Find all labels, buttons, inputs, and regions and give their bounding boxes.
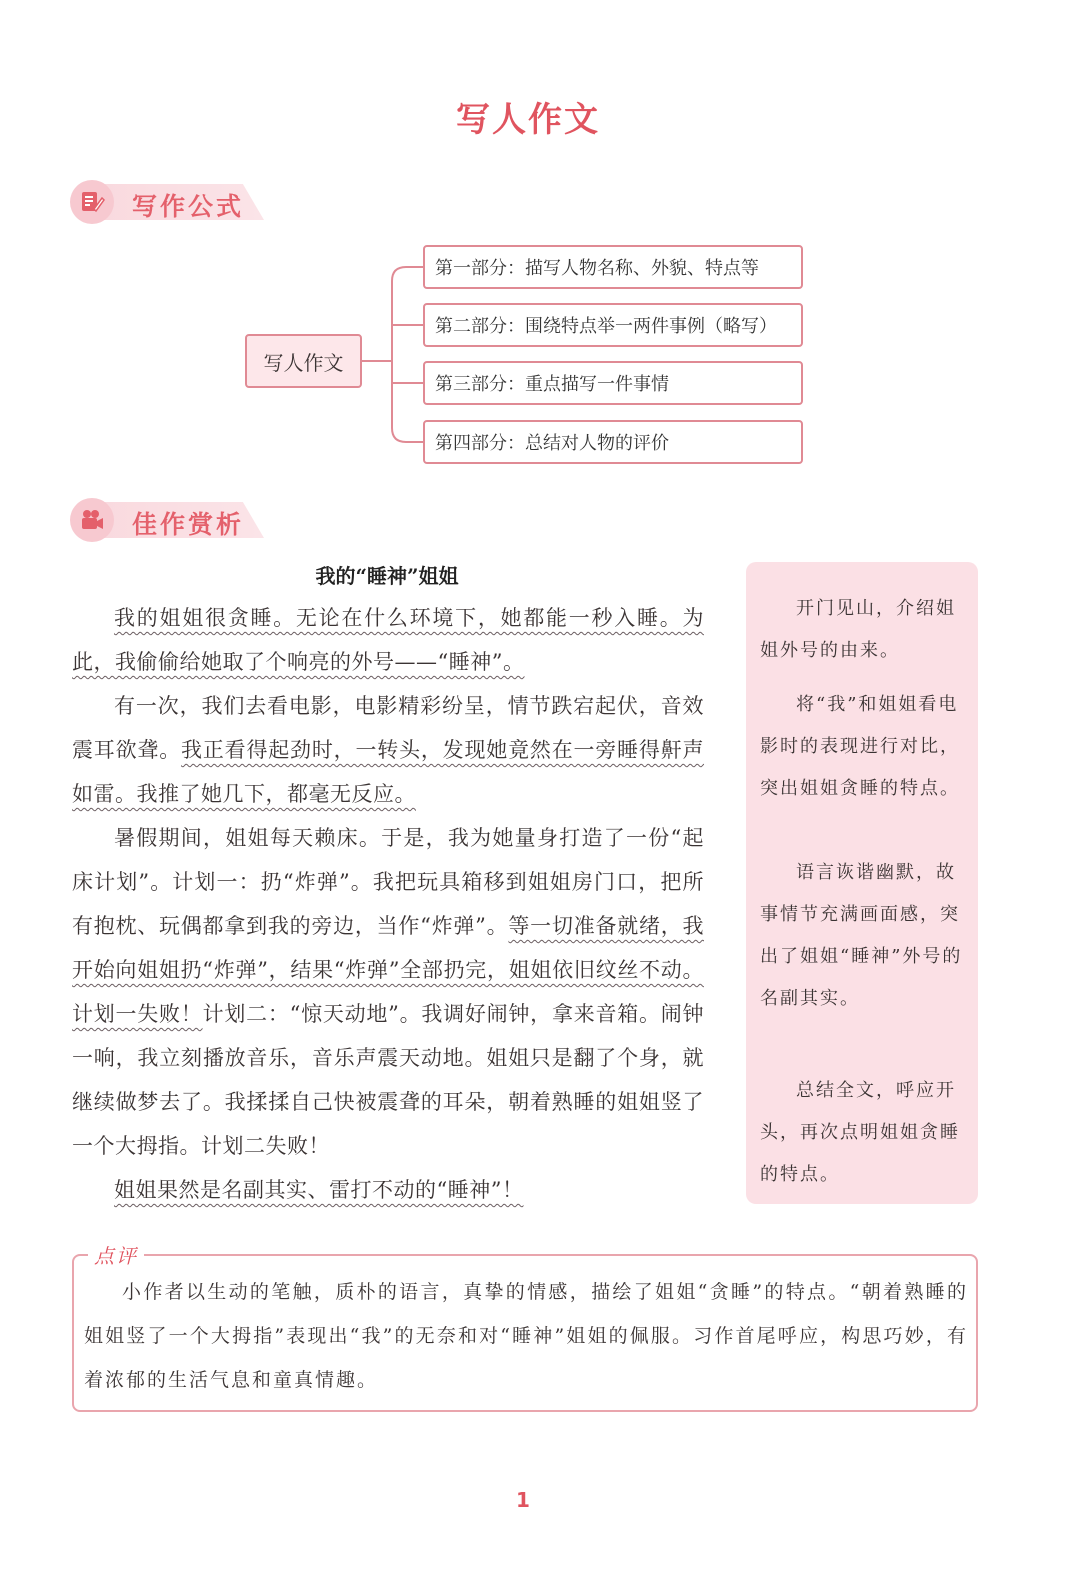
annotation-note-3: 语言诙谐幽默，故事情节充满画面感，突出了姐姐“睡神”外号的名副其实。 [760,862,963,1009]
video-camera-icon [70,498,114,542]
essay-paragraph-1 [72,596,704,684]
essay-paragraph-4 [72,1168,704,1212]
underlined-text: 等一切准备就绪，我开始向姐姐扔“炸弹”，结果“炸弹”全部扔完，姐姐依旧纹丝不动。计划一失败！ [72,914,704,1026]
plain-text: 计划二：“惊天动地”。我调好闹钟，拿来音箱。闹钟一响，我立刻播放音乐，音乐声震天动地。姐姐只是翻了个身，就继续做梦去了。我揉揉自己快被震聋的耳朵，朝着熟睡的姐姐竖了一个大拇指。计划二失败！ [72,1002,704,1158]
essay-paragraph-3 [72,816,704,1168]
diagram-branch-2: 第二部分：围绕特点举一两件事例（略写） [423,303,803,347]
annotation-note-4: 总结全文，呼应开头，再次点明姐姐贪睡的特点。 [760,1080,960,1185]
section-header-appreciation [70,498,266,542]
essay-body [72,596,704,1212]
diagram-branch-3: 第三部分：重点描写一件事情 [423,361,803,405]
page-number: 1 [516,1488,530,1512]
essay-title: 我的“睡神”姐姐 [315,564,459,588]
diagram-connector-lines [0,0,1080,480]
underlined-text: 我正看得起劲时，一转头，发现她竟然在一旁睡得鼾声如雷。我推了她几下，都毫无反应。 [72,738,705,806]
annotation-note-2: 将“我”和姐姐看电影时的表现进行对比，突出姐姐贪睡的特点。 [760,694,960,799]
diagram-branch-4: 第四部分：总结对人物的评价 [423,420,803,464]
underlined-text: 姐姐果然是名副其实、雷打不动的“睡神”！ [114,1178,524,1202]
underlined-text: 我的姐姐很贪睡。无论在什么环境下，她都能一秒入睡。为此，我偷偷给她取了个响亮的外号——“睡神”。 [72,606,704,674]
annotation-note-1: 开门见山，介绍姐姐外号的由来。 [760,598,956,661]
diagram-center-node: 写人作文 [245,334,362,388]
plain-text: 有一次，我们去看电影，电影精彩纷呈，情节跌宕起伏，音效震耳欲聋。 [72,694,704,762]
diagram-branch-1: 第一部分：描写人物名称、外貌、特点等 [423,245,803,289]
comment-label: 点评 [88,1240,144,1269]
section-label-appreciation: 佳作赏析 [132,510,245,539]
page-title: 写人作文 [456,100,600,140]
essay-paragraph-2 [72,684,704,816]
plain-text: 暑假期间，姐姐每天赖床。于是，我为她量身打造了一份“起床计划”。计划一：扔“炸弹”。我把玩具箱移到姐姐房门口，把所有抱枕、玩偶都拿到我的旁边，当作“炸弹”。 [72,826,704,938]
section-label-formula: 写作公式 [132,192,245,221]
comment-text: 小作者以生动的笔触，质朴的语言，真挚的情感，描绘了姐姐“贪睡”的特点。“朝着熟睡的姐姐竖了一个大拇指”表现出“我”的无奈和对“睡神”姐姐的佩服。习作首尾呼应，构思巧妙，有着浓郁的生活气息和童真情趣。 [84,1281,968,1391]
